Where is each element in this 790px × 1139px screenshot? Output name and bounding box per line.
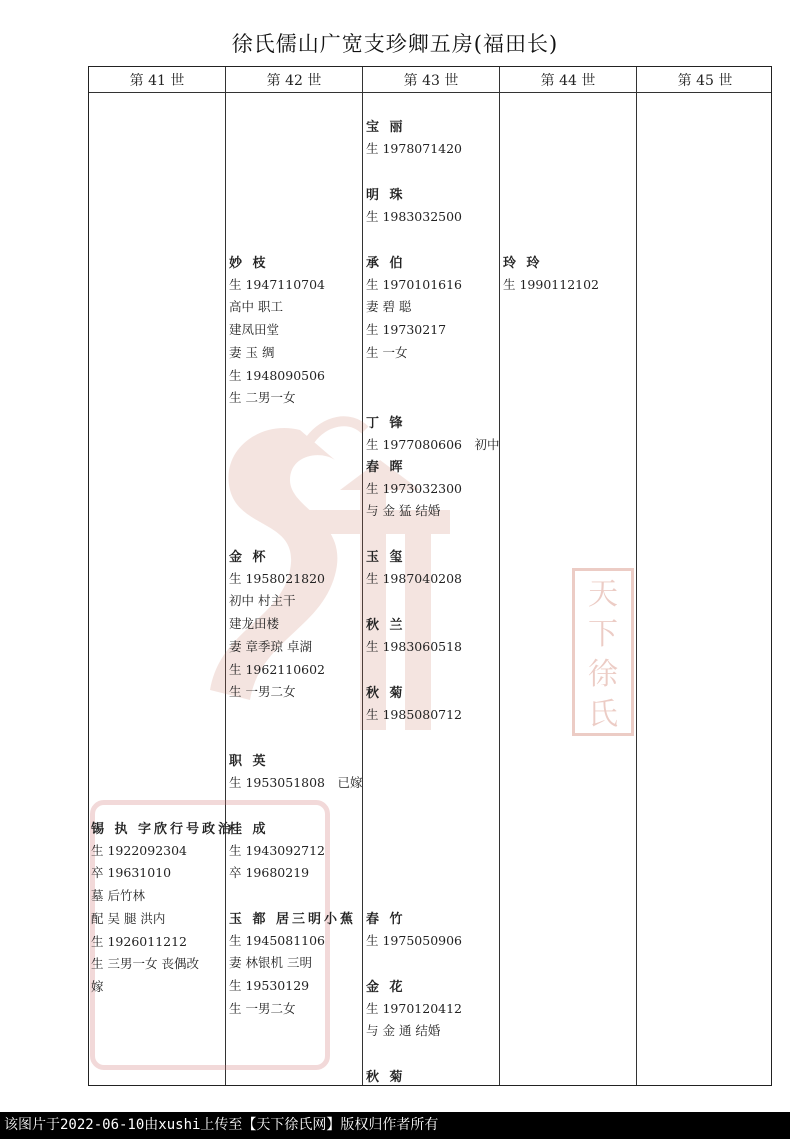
column-header-42: 第 42 世 (266, 73, 322, 89)
person-detail: 生 一男二女 (229, 1000, 296, 1016)
column-divider (499, 67, 500, 1085)
watermark-logo-text: 天下徐氏 (572, 568, 634, 736)
person-detail: 生 1970101616 (366, 276, 463, 292)
person-detail: 生 1958021820 (229, 570, 326, 586)
person-detail: 墓 后竹林 (91, 888, 145, 904)
column-header-44: 第 44 世 (540, 73, 596, 89)
person-detail: 建凤田堂 (229, 322, 280, 338)
person-name: 妙 枝 (229, 256, 269, 271)
person-detail: 生 1970120412 (366, 1000, 463, 1016)
person-detail: 妻 章季琼 卓湖 (229, 638, 312, 654)
person-detail: 生 1990112102 (503, 276, 600, 292)
person-detail: 生 1985080712 (366, 706, 463, 722)
person-name: 宝 丽 (366, 120, 406, 135)
person-detail: 生 二男一女 (229, 390, 296, 406)
page-title: 徐氏儒山广宽支珍卿五房(福田长) (231, 32, 559, 56)
upload-footer: 该图片于2022-06-10由xushi上传至【天下徐氏网】版权归作者所有 (0, 1112, 790, 1139)
person-detail: 生 1945081106 (229, 932, 326, 948)
person-detail: 生 1948090506 (229, 367, 326, 383)
person-detail: 建龙田楼 (229, 616, 280, 632)
person-name: 丁 锋 (366, 416, 406, 431)
person-detail: 生 1973032300 (366, 480, 463, 496)
person-detail: 生 1983032500 (366, 208, 463, 224)
person-name: 春 晖 (366, 460, 406, 475)
person-detail: 生 三男一女 丧偶改 (91, 956, 199, 972)
person-name: 明 珠 (366, 188, 406, 203)
person-name: 秋 兰 (366, 618, 406, 633)
person-name: 桂 成 (229, 822, 269, 837)
person-detail: 与 金 猛 结婚 (366, 503, 441, 519)
person-name: 秋 菊 (366, 686, 406, 701)
person-detail: 生 1975050906 (366, 932, 463, 948)
person-detail: 嫁 (91, 978, 104, 994)
person-name: 玉 玺 (366, 550, 406, 565)
person-name: 秋 菊 (366, 1070, 406, 1085)
person-detail: 妻 碧 聪 (366, 299, 412, 315)
person-detail: 生 一女 (366, 344, 408, 360)
person-detail: 生 19730217 (366, 322, 447, 338)
person-detail: 与 金 通 结婚 (366, 1023, 441, 1039)
person-detail: 妻 林银机 三明 (229, 955, 312, 971)
person-name: 承 伯 (366, 256, 406, 271)
person-name: 玉 都 居三明小蕉 (229, 912, 357, 927)
person-detail: 卒 19680219 (229, 865, 310, 881)
person-name: 玲 玲 (503, 256, 543, 271)
person-detail: 生 1926011212 (91, 933, 188, 949)
person-name: 锡 执 字欣行号政治 (91, 822, 235, 837)
person-name: 职 英 (229, 754, 269, 769)
person-detail: 生 1978071420 (366, 140, 463, 156)
person-detail: 生 1922092304 (91, 842, 188, 858)
column-header-43: 第 43 世 (403, 73, 459, 89)
person-detail: 初中 村主干 (229, 593, 296, 609)
person-name: 金 花 (366, 980, 406, 995)
person-detail: 生 1962110602 (229, 661, 326, 677)
person-detail: 配 吴 腿 洪内 (91, 910, 166, 926)
person-detail: 卒 19631010 (91, 865, 172, 881)
person-detail: 高中 职工 (229, 299, 283, 315)
person-detail: 生 19530129 (229, 978, 310, 994)
person-detail: 生 1977080606 初中 (366, 436, 500, 452)
person-detail: 妻 玉 绸 (229, 344, 275, 360)
person-name: 春 竹 (366, 912, 406, 927)
column-divider (636, 67, 637, 1085)
person-detail: 生 一男二女 (229, 684, 296, 700)
person-detail: 生 1987040208 (366, 570, 463, 586)
person-detail: 生 1943092712 (229, 842, 326, 858)
person-detail: 生 1953051808 已嫁 (229, 774, 363, 790)
column-header-45: 第 45 世 (677, 73, 733, 89)
column-header-41: 第 41 世 (129, 73, 185, 89)
person-detail: 生 1947110704 (229, 276, 326, 292)
person-name: 金 杯 (229, 550, 269, 565)
header-divider (89, 92, 771, 93)
person-detail: 生 1983060518 (366, 638, 463, 654)
